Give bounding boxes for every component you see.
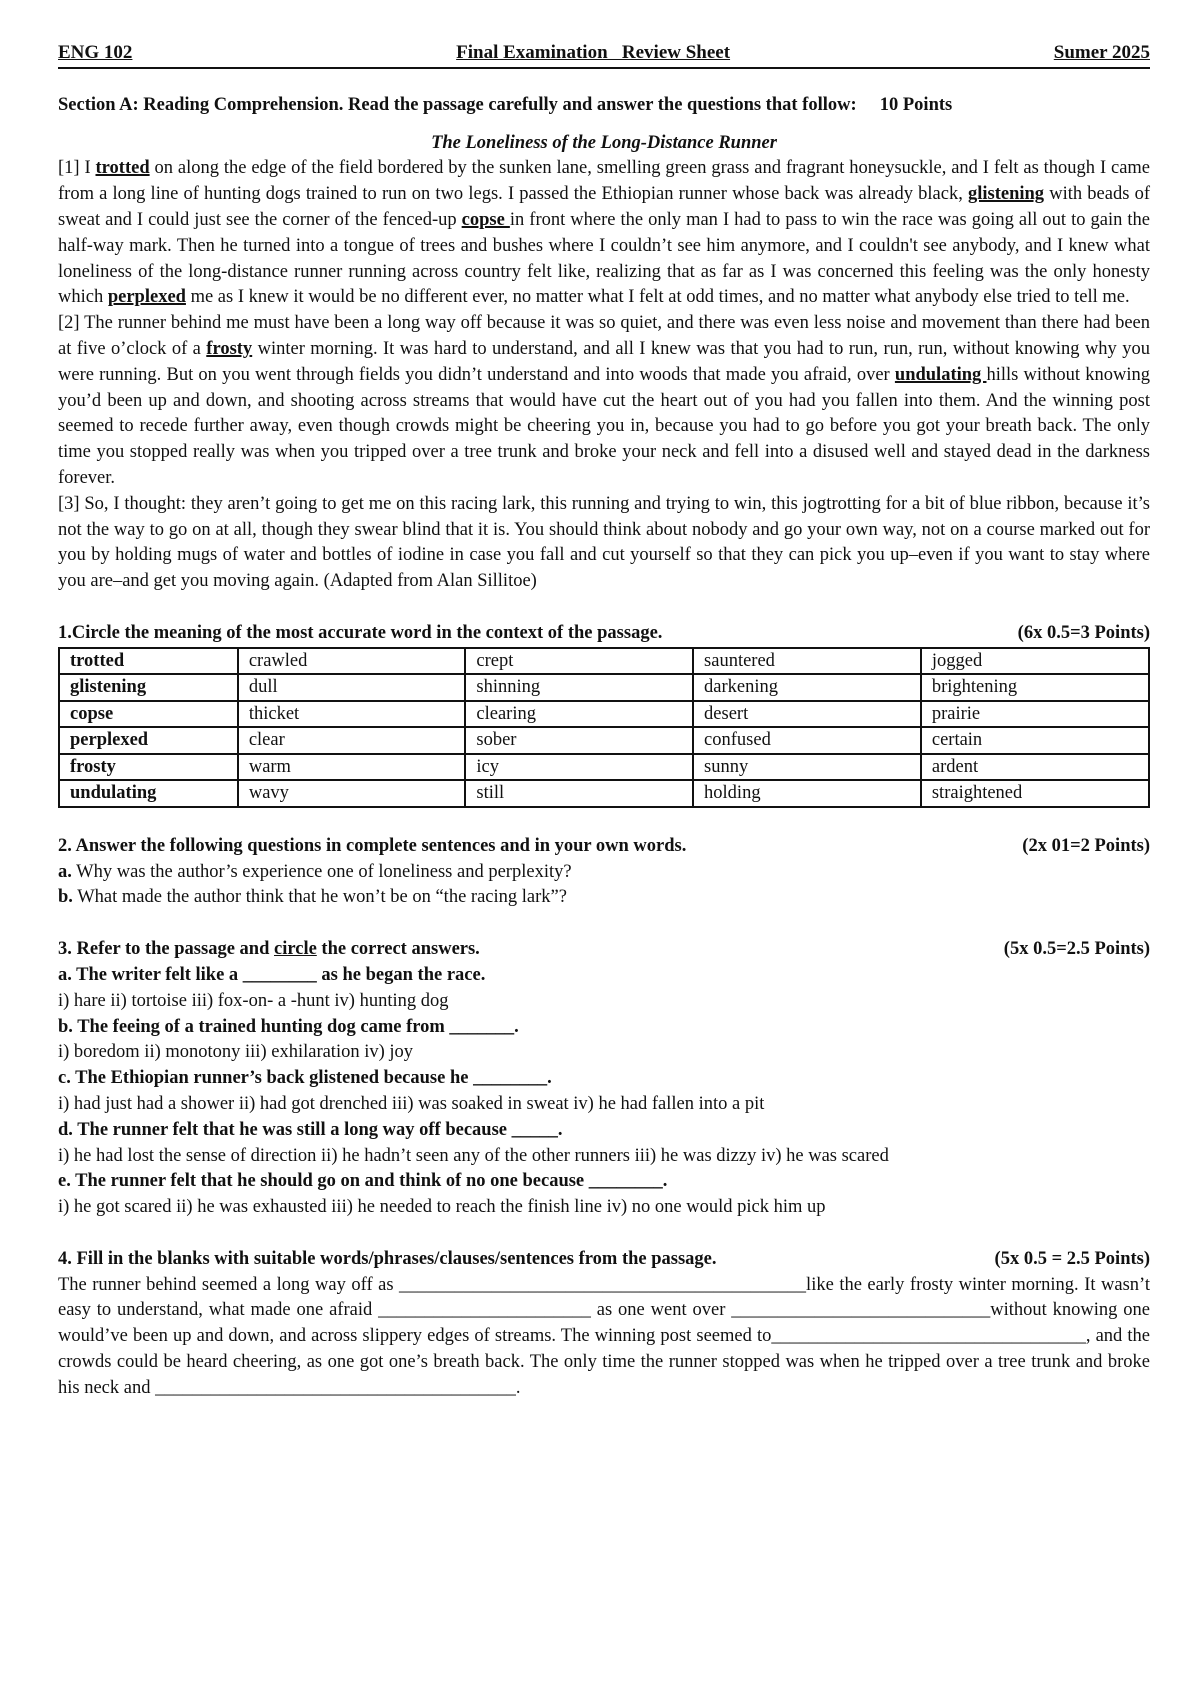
vocab-option[interactable]: still xyxy=(465,780,693,807)
question-3b-options: i) boredom ii) monotony iii) exhilaration iv) joy xyxy=(58,1042,414,1063)
section-a-title: Section A: Reading Comprehension. Read the passage carefully and answer the questions that follow: 10 Points xyxy=(58,94,953,115)
vocab-option[interactable]: sunny xyxy=(693,754,921,781)
question-3-points: (5x 0.5=2.5 Points) xyxy=(1003,939,1150,960)
vocab-row-trotted xyxy=(59,648,1149,675)
vocab-row-copse xyxy=(59,701,1149,728)
vocab-row-undulating xyxy=(59,780,1149,807)
vocab-word-trotted: trotted xyxy=(95,158,150,179)
vocab-word-undulating: undulating xyxy=(894,364,987,385)
vocab-row-word: perplexed xyxy=(59,727,238,754)
vocab-option[interactable]: holding xyxy=(693,780,921,807)
question-3b: b. The feeing of a trained hunting dog came from _______. xyxy=(58,1016,519,1037)
question-3-title-circle: circle xyxy=(274,939,317,960)
vocab-row-frosty xyxy=(59,754,1149,781)
vocab-row-perplexed xyxy=(59,727,1149,754)
vocab-option[interactable]: icy xyxy=(465,754,693,781)
p1-text-2: on along the edge of the field bordered by the sunken lane, smelling green grass and fragrant honeysuckle, and I felt as though I came from a long line of hunting dogs trained to run on two legs. I passed the Ethiopian runner whose back was already black, xyxy=(58,158,1151,205)
vocab-option[interactable]: darkening xyxy=(693,674,921,701)
vocab-option[interactable]: certain xyxy=(921,727,1149,754)
question-4-heading xyxy=(58,1247,1150,1273)
question-3-title-post: the correct answers. xyxy=(316,939,480,960)
question-2a-text: Why was the author’s experience one of loneliness and perplexity? xyxy=(71,861,572,882)
vocab-row-word: undulating xyxy=(59,780,238,807)
passage-paragraph-3: [3] So, I thought: they aren’t going to get me on this racing lark, this running and trying to win, this jogtrotting for a bit of blue ribbon, because it’s not the way to go on at all, though they swear blind that it is. You should think about nobody and go your own way, not on a course marked out for you by holding mugs of water and bottles of iodine in case you fall and cut yourself so that they can pick you up–even if you want to stay where you are–and get you moving again. (Adapted from Alan Sillitoe) xyxy=(58,493,1150,592)
question-2b-label: b. xyxy=(58,887,73,908)
question-3e-options: i) he got scared ii) he was exhausted iii) he needed to reach the finish line iv) no one would pick him up xyxy=(58,1197,826,1218)
vocab-option[interactable]: sober xyxy=(465,727,693,754)
question-3a-options: i) hare ii) tortoise iii) fox-on- a -hunt iv) hunting dog xyxy=(58,990,449,1011)
question-2-heading xyxy=(58,834,1150,860)
vocab-option[interactable]: sauntered xyxy=(693,648,921,675)
vocab-option[interactable]: confused xyxy=(693,727,921,754)
vocab-option[interactable]: prairie xyxy=(921,701,1149,728)
question-2a xyxy=(58,860,1150,886)
question-2-title: 2. Answer the following questions in complete sentences and in your own words. xyxy=(58,835,687,856)
question-1-title: 1.Circle the meaning of the most accurate word in the context of the passage. xyxy=(58,622,663,643)
vocab-row-word: glistening xyxy=(59,674,238,701)
p2-text-2: winter morning. It was hard to understand, and all I knew was that you had to run, run, run, without knowing why you were running. But on you went through fields you didn’t understand and into woods that made you afraid, over xyxy=(58,338,1150,385)
passage-paragraph-1 xyxy=(58,156,1150,311)
vocab-table xyxy=(58,647,1150,808)
course-code: ENG 102 xyxy=(58,42,133,63)
vocab-option[interactable]: clearing xyxy=(465,701,693,728)
question-2-points: (2x 01=2 Points) xyxy=(1022,835,1150,856)
question-4-points: (5x 0.5 = 2.5 Points) xyxy=(994,1248,1150,1269)
vocab-option[interactable]: crawled xyxy=(238,648,466,675)
vocab-row-word: trotted xyxy=(59,648,238,675)
question-3-title xyxy=(58,937,480,963)
vocab-option[interactable]: crept xyxy=(465,648,693,675)
p1-text-5: me as I knew it would be no different ever, no matter what I felt at odd times, and no matter what anybody else tried to tell me. xyxy=(185,287,1130,308)
question-4-title: 4. Fill in the blanks with suitable words/phrases/clauses/sentences from the passage. xyxy=(58,1248,717,1269)
vocab-row-word: frosty xyxy=(59,754,238,781)
vocab-option[interactable]: clear xyxy=(238,727,466,754)
passage-paragraph-2 xyxy=(58,311,1150,492)
vocab-option[interactable]: thicket xyxy=(238,701,466,728)
question-2a-label: a. xyxy=(58,861,72,882)
p2-text-3: hills without knowing you’d been up and down, and shooting across streams that would have cut the heart out of you had you fallen into them. And the winning post seemed to recede further away, even though crowds might be cheering you in, because you had to go before you got your breath back. The only time you stopped really was when you tripped over a tree trunk and broke your neck and fell into a disused well and stayed dead in the darkness forever. xyxy=(58,364,1150,488)
question-3a: a. The writer felt like a ________ as he began the race. xyxy=(58,964,486,985)
vocab-option[interactable]: desert xyxy=(693,701,921,728)
vocab-option[interactable]: brightening xyxy=(921,674,1149,701)
vocab-option[interactable]: straightened xyxy=(921,780,1149,807)
vocab-option[interactable]: ardent xyxy=(921,754,1149,781)
question-3d-options: i) he had lost the sense of direction ii) he hadn’t seen any of the other runners iii) he was dizzy iv) he was scared xyxy=(58,1145,889,1166)
vocab-option[interactable]: shinning xyxy=(465,674,693,701)
term-label: Sumer 2025 xyxy=(1053,42,1150,63)
page-header xyxy=(58,40,1150,69)
question-1-heading xyxy=(58,621,1150,647)
p2-text-1: [2] The runner behind me must have been a long way off because it was so quiet, and there was even less noise and movement than there had been at five o’clock of a xyxy=(58,313,1150,359)
question-2 xyxy=(58,834,1150,911)
question-3d: d. The runner felt that he was still a long way off because _____. xyxy=(58,1119,563,1140)
question-3-title-pre: 3. Refer to the passage and xyxy=(58,939,274,960)
sheet-title: Final Examination Review Sheet xyxy=(456,42,731,63)
p1-text-3: with beads of sweat and I could just see the corner of the fenced-up xyxy=(58,184,1150,230)
question-2b xyxy=(58,885,1150,911)
vocab-word-perplexed: perplexed xyxy=(107,287,186,308)
question-3-heading xyxy=(58,937,1150,963)
passage-title: The Loneliness of the Long-Distance Runner xyxy=(431,132,777,153)
vocab-row-glistening xyxy=(59,674,1149,701)
question-3 xyxy=(58,937,1150,1221)
question-3e: e. The runner felt that he should go on and think of no one because ________. xyxy=(58,1171,668,1192)
question-3c-options: i) had just had a shower ii) had got drenched iii) was soaked in sweat iv) he had fallen into a pit xyxy=(58,1093,765,1114)
p1-text-4: in front where the only man I had to pass to win the race was going all out to gain the half-way mark. Then he turned into a tongue of trees and bushes where I couldn’t see him anymore, and I couldn't see anybody, and I knew what loneliness of the long-distance runner running across country felt like, realizing that as far as I was concerned this feeling was the only honesty which xyxy=(58,209,1150,308)
vocab-word-glistening: glistening xyxy=(967,184,1045,205)
vocab-option[interactable]: warm xyxy=(238,754,466,781)
question-1-points: (6x 0.5=3 Points) xyxy=(1017,622,1150,643)
question-3c: c. The Ethiopian runner’s back glistened because he ________. xyxy=(58,1068,552,1089)
vocab-option[interactable]: dull xyxy=(238,674,466,701)
vocab-word-frosty: frosty xyxy=(206,338,253,359)
vocab-word-copse: copse xyxy=(461,209,510,230)
p1-text-1: [1] I xyxy=(58,158,96,179)
vocab-row-word: copse xyxy=(59,701,238,728)
vocab-option[interactable]: jogged xyxy=(921,648,1149,675)
question-4 xyxy=(58,1247,1150,1402)
vocab-option[interactable]: wavy xyxy=(238,780,466,807)
question-2b-text: What made the author think that he won’t be on “the racing lark”? xyxy=(72,887,567,908)
question-4-fill-text: The runner behind seemed a long way off as ____________________________________________like the early frosty winter morning. It wasn’t easy to understand, what made one afraid _______________________ as one went over ____________________________without knowing one would’ve been up and down, and across slippery edges of streams. The winning post seemed to__________________________________, and the crowds could be heard cheering, as one got one’s breath back. The only time the runner stopped was when he tripped over a tree trunk and broke his neck and _______________________________________. xyxy=(58,1274,1150,1398)
